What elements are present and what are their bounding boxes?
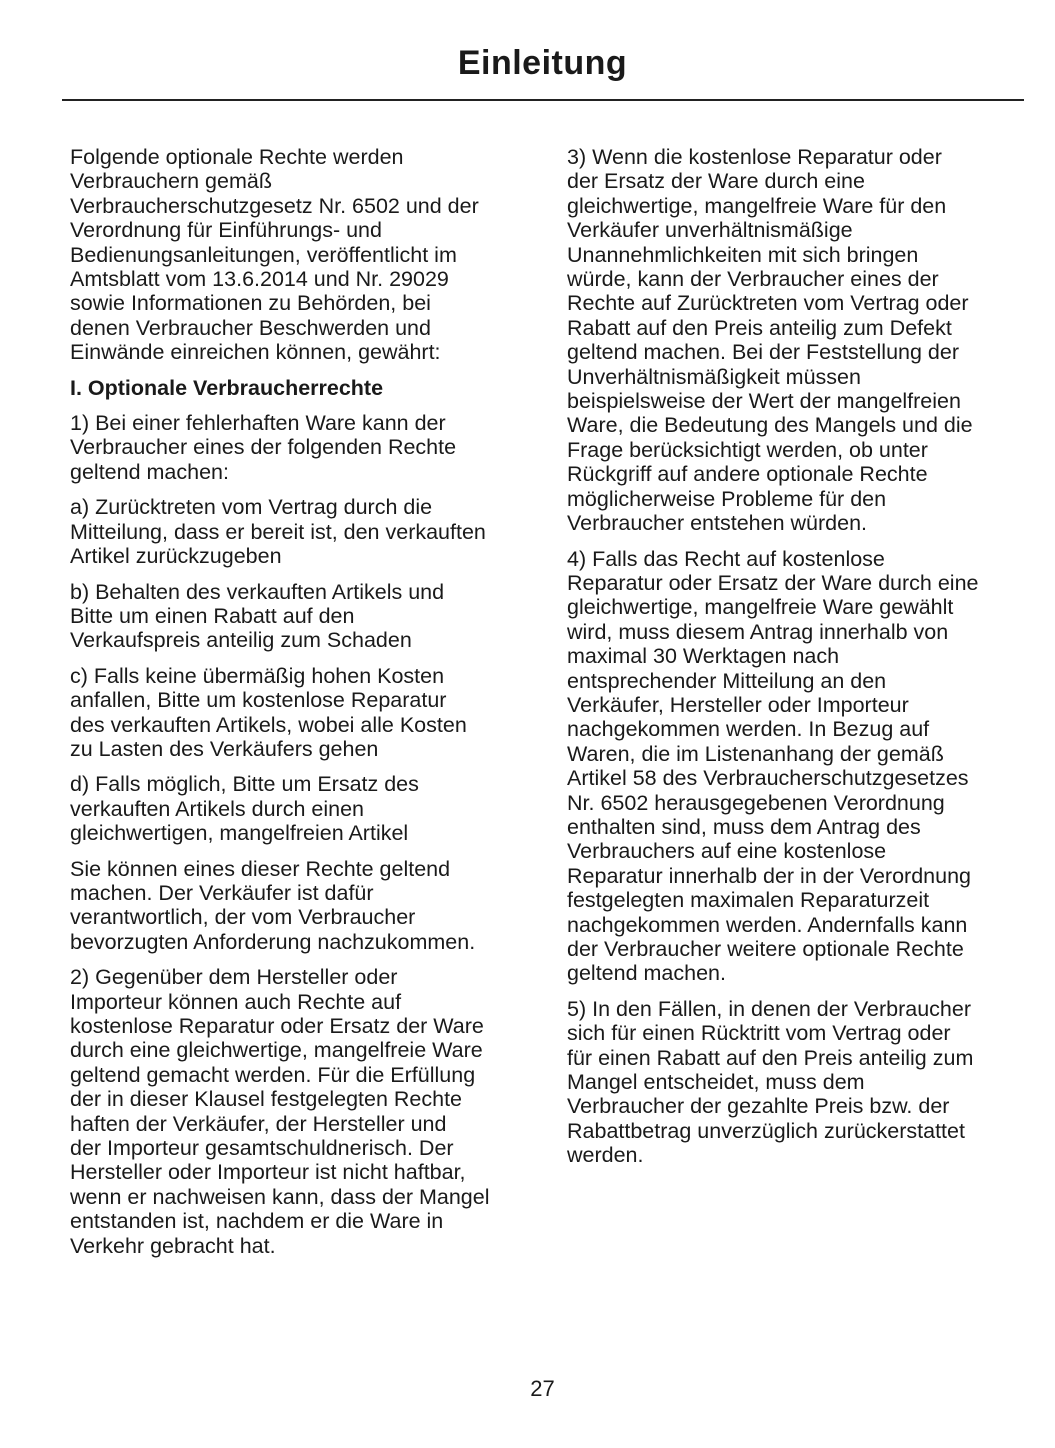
text-line: Verbraucherschutzgesetz Nr. 6502 und der	[70, 193, 479, 218]
text-line: wird, muss diesem Antrag innerhalb von	[567, 619, 949, 644]
text-line: denen Verbraucher Beschwerden und	[70, 315, 431, 340]
text-line: Unannehmlichkeiten mit sich bringen	[567, 242, 919, 267]
text-line: beispielsweise der Wert der mangelfreien	[567, 389, 961, 414]
text-line: 2) Gegenüber dem Hersteller oder	[70, 965, 398, 990]
text-line: Artikel zurückzugeben	[70, 544, 282, 569]
text-line: 4) Falls das Recht auf kostenlose	[567, 546, 885, 571]
page-title: Einleitung	[457, 44, 628, 82]
text-line: entsprechender Mitteilung an den	[567, 668, 887, 693]
text-line: Waren, die im Listenanhang der gemäß	[567, 741, 944, 766]
text-line: wenn er nachweisen kann, dass der Mangel	[70, 1184, 490, 1209]
text-line: 3) Wenn die kostenlose Reparatur oder	[567, 145, 942, 169]
text-line: anfallen, Bitte um kostenlose Reparatur	[70, 688, 447, 713]
text-line: Verkäufer unverhältnismäßige	[567, 218, 853, 243]
text-line: Frage berücksichtigt werden, ob unter	[567, 437, 928, 462]
text-line: Verbrauchern gemäß	[70, 169, 272, 194]
text-line: geltend gemacht werden. Für die Erfüllung	[70, 1062, 476, 1087]
text-line: geltend machen.	[567, 961, 726, 986]
paragraph	[567, 145, 1027, 536]
text-line: Einwände einreichen können, gewährt:	[70, 340, 441, 365]
text-line: Reparatur oder Ersatz der Ware durch eine	[567, 570, 979, 595]
text-line: machen. Der Verkäufer ist dafür	[70, 880, 374, 905]
text-line: der Ersatz der Ware durch eine	[567, 169, 865, 194]
text-line: Artikel 58 des Verbraucherschutzgesetzes	[567, 766, 969, 791]
text-line: kostenlose Reparatur oder Ersatz der Ware	[70, 1014, 484, 1038]
text-line: zu Lasten des Verkäufers gehen	[70, 736, 379, 761]
text-line: durch eine gleichwertige, mangelfreie Ware	[70, 1038, 483, 1063]
text-line: geltend machen:	[70, 459, 229, 484]
text-line: d) Falls möglich, Bitte um Ersatz des	[70, 772, 419, 797]
paragraph	[567, 997, 1027, 1168]
text-line: der Importeur gesamtschuldnerisch. Der	[70, 1136, 454, 1161]
text-line: haften der Verkäufer, der Hersteller und	[70, 1111, 447, 1136]
section-heading	[70, 376, 530, 400]
text-line: Sie können eines dieser Rechte geltend	[70, 856, 451, 881]
text-line: 1) Bei einer fehlerhaften Ware kann der	[70, 411, 446, 436]
text-line: c) Falls keine übermäßig hohen Kosten	[70, 663, 445, 688]
text-line: Verkäufer, Hersteller oder Importeur	[567, 692, 909, 717]
text-line: nachgekommen werden. Andernfalls kann	[567, 912, 968, 937]
text-line: Importeur können auch Rechte auf	[70, 989, 402, 1014]
text-line: bevorzugten Anforderung nachzukommen.	[70, 929, 476, 954]
text-line: Verordnung für Einführungs- und	[70, 218, 382, 243]
paragraph	[70, 664, 530, 762]
text-line: verkauften Artikels durch einen	[70, 796, 364, 821]
text-line: des verkauften Artikels, wobei alle Kosten	[70, 712, 467, 737]
text-line: b) Behalten des verkauften Artikels und	[70, 579, 445, 604]
text-line: Verbraucher eines der folgenden Rechte	[70, 435, 457, 460]
text-line: werden.	[567, 1143, 644, 1168]
text-line: I. Optionale Verbraucherrechte	[70, 375, 384, 400]
text-line: Verbraucher entstehen würden.	[567, 511, 868, 536]
text-line: verantwortlich, der vom Verbraucher	[70, 905, 416, 930]
text-line: Nr. 6502 herausgegebenen Verordnung	[567, 790, 945, 815]
text-line: Bedienungsanleitungen, veröffentlicht im	[70, 242, 457, 267]
paragraph	[70, 411, 530, 484]
text-line: Mitteilung, dass er bereit ist, den verkauften	[70, 519, 486, 544]
paragraph	[70, 495, 530, 568]
text-line: Mangel entscheidet, muss dem	[567, 1070, 865, 1095]
right-column	[567, 145, 1027, 1179]
page-number: 27	[530, 1376, 555, 1401]
text-line: möglicherweise Probleme für den	[567, 486, 887, 511]
text-line: Hersteller oder Importeur ist nicht haftbar,	[70, 1160, 466, 1185]
text-line: Rechte auf Zurücktreten vom Vertrag oder	[567, 291, 969, 316]
paragraph	[70, 965, 530, 1258]
paragraph	[70, 145, 530, 365]
text-line: entstanden ist, nachdem er die Ware in	[70, 1209, 444, 1234]
title-divider	[62, 99, 1024, 101]
text-line: Ware, die Bedeutung des Mangels und die	[567, 413, 973, 438]
text-line: Verkaufspreis anteilig zum Schaden	[70, 628, 412, 653]
text-line: gleichwertige, mangelfreie Ware für den	[567, 193, 947, 218]
text-line: maximal 30 Werktagen nach	[567, 644, 840, 669]
text-line: Verkehr gebracht hat.	[70, 1233, 276, 1258]
text-line: Verbrauchers auf eine kostenlose	[567, 839, 887, 864]
text-line: würde, kann der Verbraucher eines der	[567, 267, 939, 292]
left-column	[70, 145, 530, 1269]
text-line: festgelegten maximalen Reparaturzeit	[567, 888, 930, 913]
text-line: a) Zurücktreten vom Vertrag durch die	[70, 495, 433, 520]
paragraph	[70, 857, 530, 955]
paragraph	[567, 547, 1027, 986]
text-line: Bitte um einen Rabatt auf den	[70, 603, 355, 628]
text-line: der in dieser Klausel festgelegten Rechte	[70, 1087, 463, 1112]
text-line: Rabatt auf den Preis anteilig zum Defekt	[567, 315, 952, 340]
text-line: enthalten sind, muss dem Antrag des	[567, 814, 921, 839]
text-line: gleichwertige, mangelfreie Ware gewählt	[567, 595, 954, 620]
text-line: Folgende optionale Rechte werden	[70, 145, 404, 169]
text-line: sowie Informationen zu Behörden, bei	[70, 291, 431, 316]
paragraph	[70, 772, 530, 845]
text-line: Reparatur innerhalb der in der Verordnung	[567, 863, 971, 888]
text-line: der Verbraucher weitere optionale Rechte	[567, 937, 964, 961]
text-line: für einen Rabatt auf den Preis anteilig zum	[567, 1045, 974, 1070]
text-line: nachgekommen werden. In Bezug auf	[567, 717, 930, 742]
text-line: Rabattbetrag unverzüglich zurückerstattet	[567, 1118, 965, 1143]
text-line: Verbraucher der gezahlte Preis bzw. der	[567, 1094, 950, 1119]
text-line: gleichwertigen, mangelfreien Artikel	[70, 821, 409, 846]
paragraph	[70, 580, 530, 653]
text-line: Rückgriff auf andere optionale Rechte	[567, 462, 928, 487]
text-line: 5) In den Fällen, in denen der Verbraucher	[567, 996, 971, 1021]
text-line: geltend machen. Bei der Feststellung der	[567, 340, 960, 365]
text-line: Unverhältnismäßigkeit müssen	[567, 364, 861, 389]
text-line: sich für einen Rücktritt vom Vertrag oder	[567, 1021, 951, 1046]
text-line: Amtsblatt vom 13.6.2014 und Nr. 29029	[70, 267, 449, 292]
